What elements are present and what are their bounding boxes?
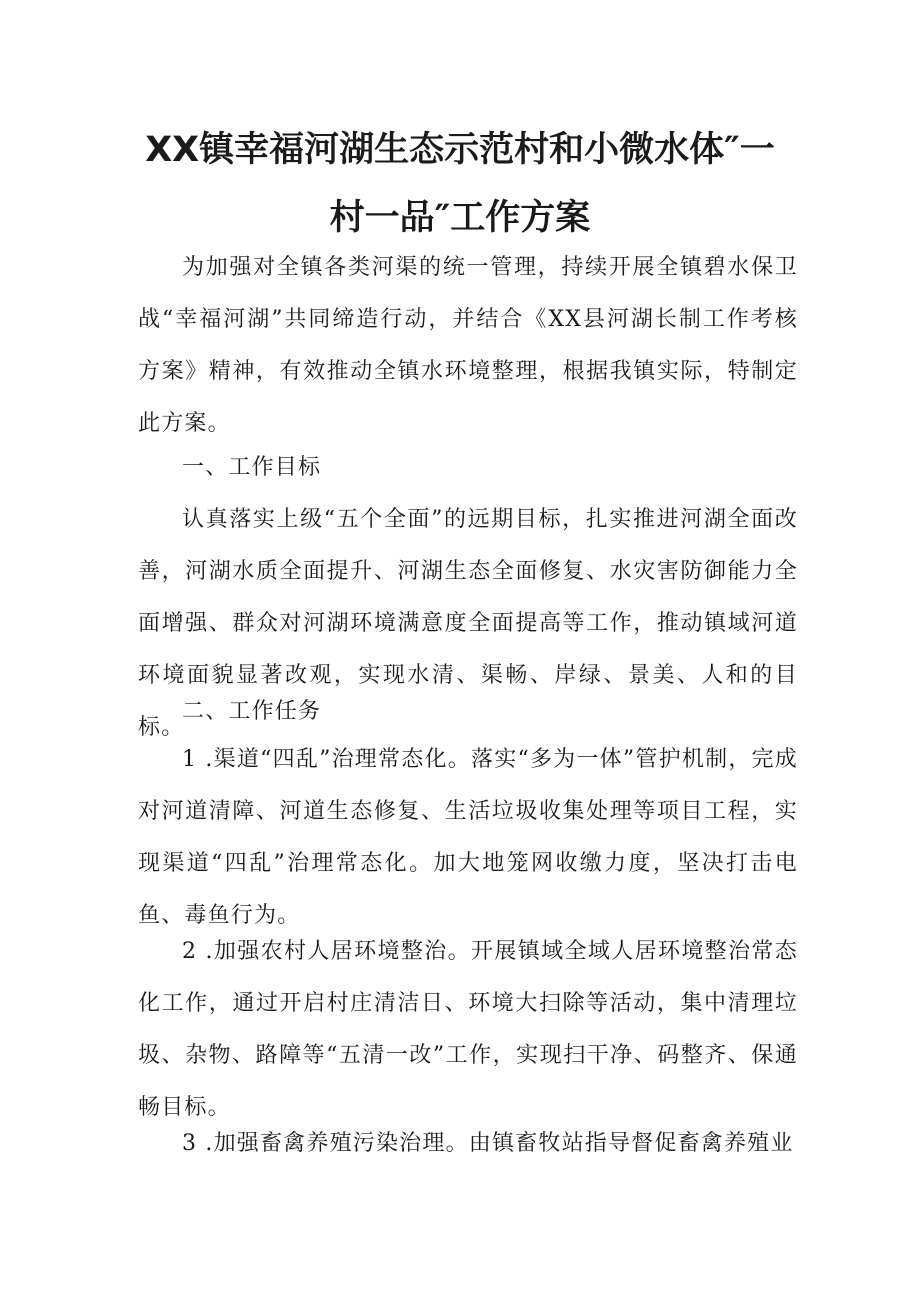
goals-paragraph: 认真落实上级“五个全面”的远期目标，扎实推进河湖全面改善，河湖水质全面提升、河湖生态全面修复、水灾害防御能力全面增强、群众对河湖环境满意度全面提高等工作，推动镇域河道环境面貌显著改观，实现水清、渠畅、岸绿、景美、人和的目标。 xyxy=(138,507,798,740)
document-title-line-1: XX镇幸福河湖生态示范村和小微水体″一 xyxy=(145,130,775,170)
task-2-paragraph: 2 .加强农村人居环境整治。开展镇域全域人居环境整治常态化工作，通过开启村庄清洁日、环境大扫除等活动，集中清理垃圾、杂物、路障等“五清一改”工作，实现扫干净、码整齐、保通畅目标。 xyxy=(138,939,798,1120)
intro-paragraph: 为加强对全镇各类河渠的统一管理，持续开展全镇碧水保卫战“幸福河湖”共同缔造行动，并结合《XX县河湖长制工作考核方案》精神，有效推动全镇水环境整理，根据我镇实际，特制定此方案。 xyxy=(138,255,798,436)
task-3-paragraph: 3 .加强畜禽养殖污染治理。由镇畜牧站指导督促畜禽养殖业 xyxy=(182,1131,794,1156)
task-1-paragraph: 1 .渠道“四乱”治理常态化。落实“多为一体”管护机制，完成对河道清障、河道生态修复、生活垃圾收集处理等项目工程，实现渠道“四乱”治理常态化。加大地笼网收缴力度，坚决打击电鱼、毒鱼行为。 xyxy=(138,747,798,928)
section-heading-goals: 一、工作目标 xyxy=(182,455,322,480)
document-title-line-2: 村一品″工作方案 xyxy=(329,198,591,238)
section-heading-tasks: 二、工作任务 xyxy=(182,699,322,724)
